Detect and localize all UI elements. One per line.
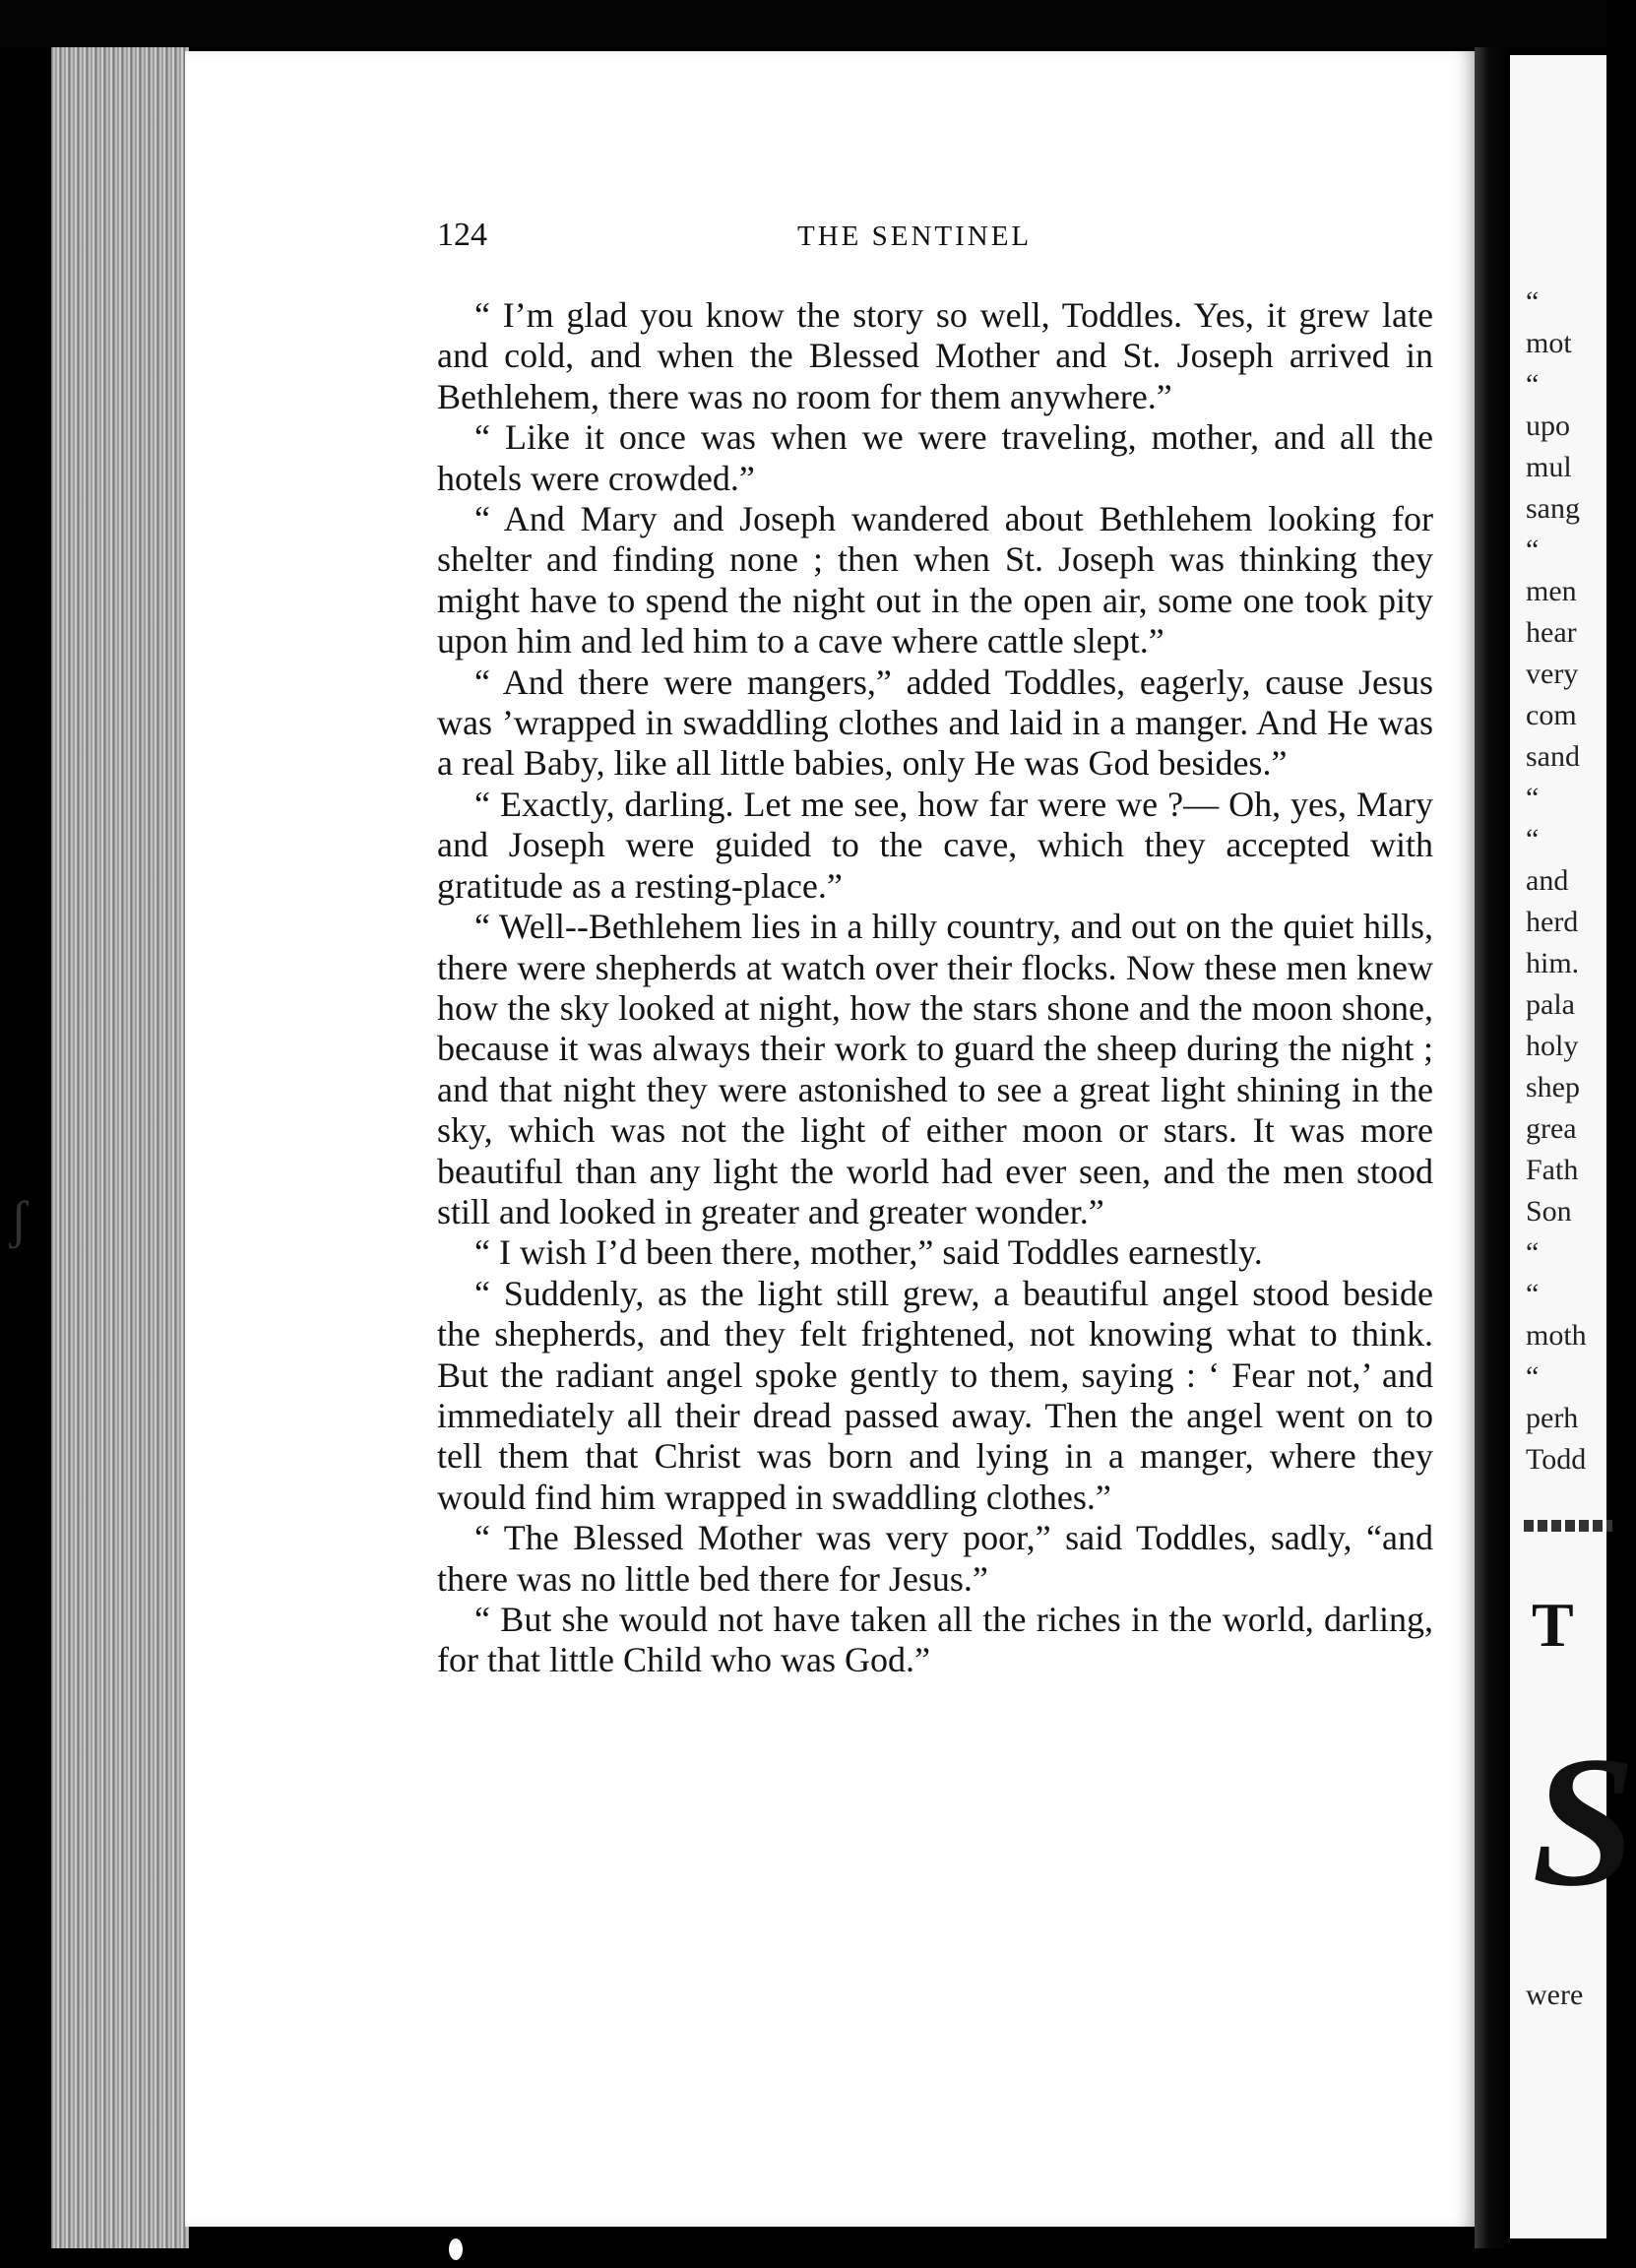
paragraph: “ And Mary and Joseph wandered about Bethlehem looking for shelter and finding none ; then when St. Joseph was thinking they might have to spend the night out in the open air, some one took pity upon him and led him to a cave where cattle slept.” [437,499,1433,662]
paragraph: “ And there were mangers,” added Toddles, eagerly, cause Jesus was ’wrapped in swaddling clothes and laid in a manger. And He was a real Baby, like all little babies, only He was God besides.” [437,662,1433,784]
running-title: THE SENTINEL [797,220,1033,252]
next-page-fragment: “ [1526,823,1540,855]
page-header [437,217,1421,266]
next-page-fragment: mot [1526,327,1572,359]
next-page-fragment: herd [1526,906,1579,938]
paragraph: “ Suddenly, as the light still grew, a beautiful angel stood beside the shepherds, and they felt frightened, not knowing what to think. But the radiant angel spoke gently to them, saying : ‘ Fear not,’ and immediately all their dread passed away. Then the angel went on to tell them that Christ was born and lying in a manger, where they would find him wrapped in swaddling clothes.” [437,1273,1433,1517]
paragraph: “ Well--Bethlehem lies in a hilly country, and out on the quiet hills, there were shepherds at watch over their flocks. Now these men knew how the sky looked at night, how the stars shone and the moon shone, because it was always their work to guard the sheep during the night ; and that night they were astonished to see a great light shining in the sky, which was not the light of either moon or stars. It was more beautiful than any light the world had ever seen, and the men stood still and looked in greater and greater wonder.” [437,907,1433,1231]
scan-top-border [0,0,1606,47]
next-page-fragment: pala [1526,988,1575,1021]
next-page-fragment: “ [1526,368,1540,401]
next-page-fragment: shep [1526,1071,1580,1103]
next-page-fragment: sang [1526,492,1580,525]
next-page-fragment: “ [1526,782,1540,814]
next-page-fragment: hear [1526,616,1577,649]
next-page-fragment: “ [1526,1236,1540,1269]
next-page-fragment: Fath [1526,1154,1579,1186]
next-page-fragment: Son [1526,1195,1572,1228]
paragraph: “ I’m glad you know the story so well, Toddles. Yes, it grew late and cold, and when the Blessed Mother and St. Joseph arrived in Bethlehem, there was no room for them anywhere.” [437,295,1433,416]
paragraph: “ I wish I’d been there, mother,” said Toddles earnestly. [474,1232,1263,1273]
next-page-fragment: very [1526,658,1579,690]
next-page-dropcap: S [1532,1719,1636,1925]
next-page-fragment: sand [1526,740,1580,773]
next-page-fragment: moth [1526,1319,1587,1352]
next-page-fragment: mul [1526,451,1572,483]
paragraph: “ Exactly, darling. Let me see, how far were we ?— Oh, yes, Mary and Joseph were guided to the cave, which they accepted with gratitude as a resting-place.” [437,784,1433,906]
next-page-fragment: and [1526,864,1569,897]
next-page-fragment: men [1526,575,1577,607]
next-page-fragment: com [1526,699,1577,731]
body-text [437,295,1433,1681]
next-page-fragment: perh [1526,1402,1579,1434]
next-page-fragment: “ [1526,285,1540,318]
next-page-fragment: him. [1526,947,1580,979]
book-page-edges [51,47,189,2248]
book-page-right-fragment [1510,55,1636,2238]
ornamental-rule [1524,1520,1612,1532]
page-number: 124 [437,217,487,253]
margin-mark: ʃ [10,1190,28,1249]
next-page-fragment: “ [1526,1278,1540,1310]
paragraph: “ The Blessed Mother was very poor,” said Toddles, sadly, “and there was no little bed there for Jesus.” [437,1518,1433,1599]
next-page-fragment: “ [1526,534,1540,566]
next-page-fragment: grea [1526,1112,1577,1145]
paragraph: “ But she would not have taken all the riches in the world, darling, for that little Child who was God.” [437,1600,1433,1680]
next-page-heading-fragment: T [1532,1590,1574,1660]
book-gutter [1475,47,1510,2248]
next-page-fragment: holy [1526,1030,1579,1062]
next-page-fragment: were [1526,1979,1584,2011]
scan-speck [449,2238,463,2260]
next-page-fragment: Todd [1526,1443,1587,1476]
next-page-fragment: upo [1526,410,1570,442]
next-page-fragment: “ [1526,1360,1540,1393]
paragraph: “ Like it once was when we were traveling, mother, and all the hotels were crowded.” [437,417,1433,498]
